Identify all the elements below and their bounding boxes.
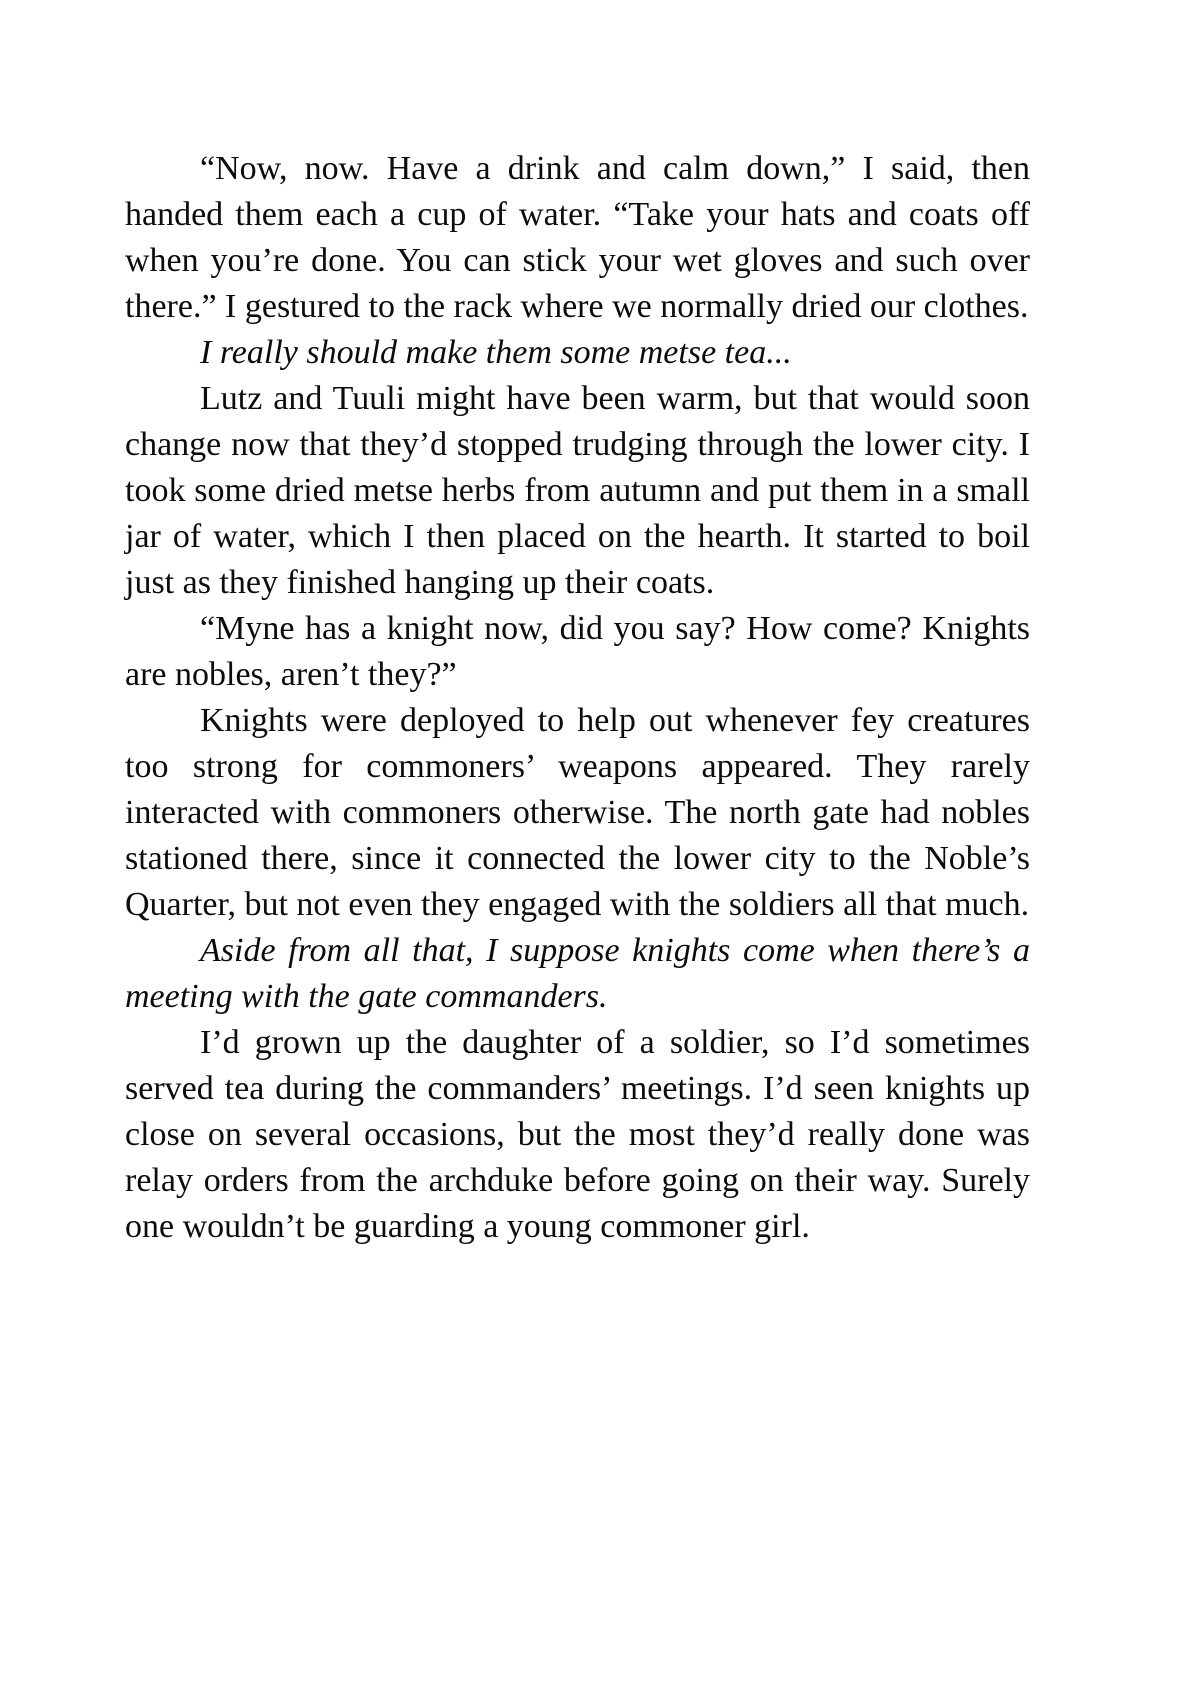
- paragraph: “Myne has a knight now, did you say? How come? Knights are nobles, aren’t they?”: [125, 610, 1030, 693]
- paragraph: Aside from all that, I suppose knights come when there’s a meeting with the gate commanders.: [125, 932, 1030, 1015]
- paragraph: I’d grown up the daughter of a soldier, so I’d sometimes served tea during the commanders’ meetings. I’d seen knights up close on several occasions, but the most they’d really done was relay orders from the archduke before going on their way. Surely one wouldn’t be guarding a young commoner girl.: [125, 1024, 1030, 1245]
- page-text-block: [125, 146, 1030, 1250]
- paragraph: Lutz and Tuuli might have been warm, but that would soon change now that they’d stopped trudging through the lower city. I took some dried metse herbs from autumn and put them in a small jar of water, which I then placed on the hearth. It started to boil just as they finished hanging up their coats.: [125, 380, 1030, 601]
- paragraph: I really should make them some metse tea...: [200, 334, 792, 371]
- paragraph: Knights were deployed to help out whenever fey creatures too strong for commoners’ weapons appeared. They rarely interacted with commoners otherwise. The north gate had nobles stationed there, since it connected the lower city to the Noble’s Quarter, but not even they engaged with the soldiers all that much.: [125, 702, 1030, 923]
- paragraph: “Now, now. Have a drink and calm down,” I said, then handed them each a cup of water. “Take your hats and coats off when you’re done. You can stick your wet gloves and such over there.” I gestured to the rack where we normally dried our clothes.: [125, 150, 1030, 325]
